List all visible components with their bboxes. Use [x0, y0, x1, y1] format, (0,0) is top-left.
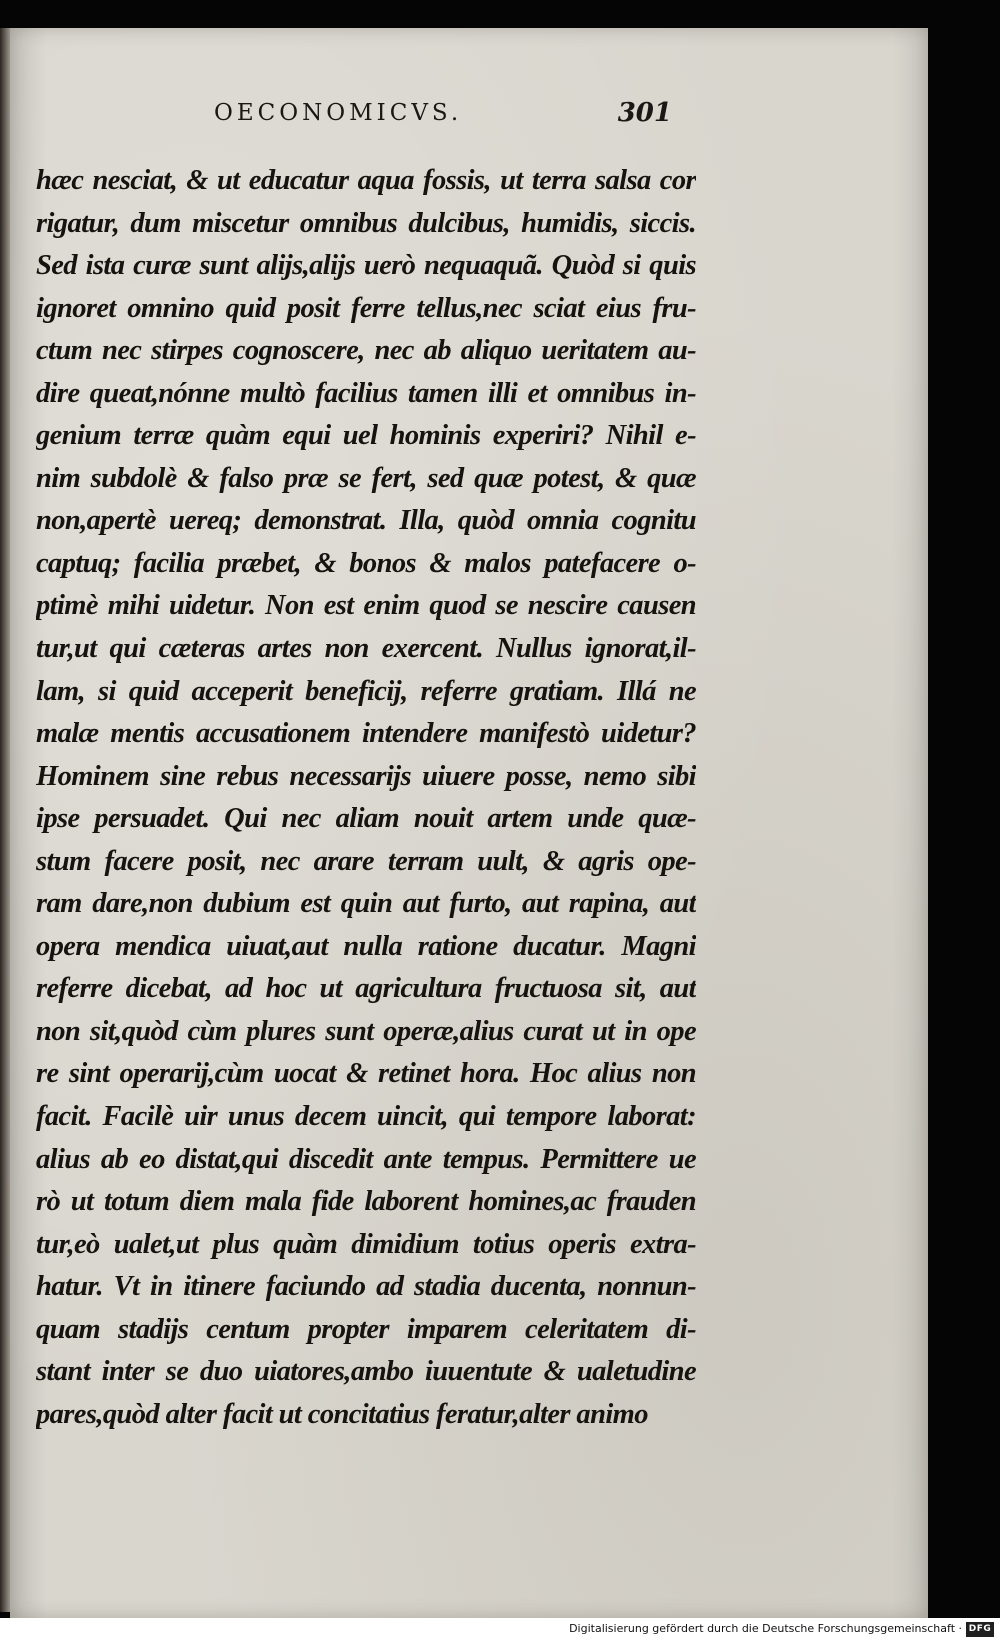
text-line: ignoret omnino quid posit ferre tellus,nec sciat eius fru- [36, 292, 696, 324]
text-line: hatur. Vt in itinere faciundo ad stadia ducenta, nonnun- [36, 1271, 696, 1303]
text-line: referre dicebat, ad hoc ut agricultura fructuosa sit, aut [36, 973, 696, 1005]
text-line: nim subdolè & falso præ se fert, sed quæ potest, & quæ [36, 462, 696, 494]
text-line: hæc nesciat, & ut educatur aqua fossis, ut terra salsa cor [36, 165, 696, 196]
text-line: tur,ut qui cæteras artes non exercent. Nullus ignorat,il- [36, 633, 696, 665]
footer-bar [0, 1618, 1000, 1642]
footer-credit: Digitalisierung gefördert durch die Deutsche Forschungsgemeinschaft · [569, 1622, 962, 1635]
text-line: re sint operarij,cùm uocat & retinet hora. Hoc alius non [36, 1058, 696, 1090]
text-line: quam stadijs centum propter imparem celeritatem di- [36, 1313, 696, 1345]
text-line: facit. Facilè uir unus decem uincit, qui tempore laborat: [36, 1101, 696, 1133]
text-line: ipse persuadet. Qui nec aliam nouit artem unde quæ- [36, 803, 696, 835]
text-line: non,apertè uereq; demonstrat. Illa, quòd omnia cognitu [36, 505, 696, 537]
page-number: 301 [617, 98, 672, 128]
text-line: Sed ista curæ sunt alijs,alijs uerò nequaquã. Quòd si quis [36, 250, 696, 282]
running-title: OECONOMICVS. [214, 100, 463, 126]
text-line: non sit,quòd cùm plures sunt operæ,alius curat ut in ope [36, 1015, 696, 1047]
text-line: pares,quòd alter facit ut concitatius feratur,alter animo [36, 1398, 648, 1430]
text-line: dire queat,nónne multò facilius tamen illi et omnibus in- [36, 377, 696, 409]
body-text [36, 160, 696, 1436]
text-line: captuq; facilia præbet, & bonos & malos patefacere o- [36, 547, 696, 579]
text-line: tur,eò ualet,ut plus quàm dimidium totius operis extra- [36, 1228, 696, 1260]
text-line: ram dare,non dubium est quin aut furto, aut rapina, aut [36, 888, 696, 920]
dfg-logo: DFG [966, 1622, 994, 1637]
text-line: stant inter se duo uiatores,ambo iuuentute & ualetudine [36, 1356, 696, 1388]
book-page [10, 28, 928, 1618]
text-line: rò ut totum diem mala fide laborent homines,ac frauden [36, 1186, 696, 1218]
text-line: ctum nec stirpes cognoscere, nec ab aliquo ueritatem au- [36, 335, 696, 367]
text-line: opera mendica uiuat,aut nulla ratione ducatur. Magni [36, 930, 696, 962]
text-line: genium terræ quàm equi uel hominis experiri? Nihil e- [36, 420, 696, 452]
text-line: rigatur, dum miscetur omnibus dulcibus, humidis, siccis. [36, 207, 696, 239]
text-line: lam, si quid acceperit beneficij, referre gratiam. Illá ne [36, 675, 696, 707]
text-line: malæ mentis accusationem intendere manifestò uidetur? [36, 718, 696, 750]
text-line: ptimè mihi uidetur. Non est enim quod se nescire causen [36, 590, 696, 622]
text-line: Hominem sine rebus necessarijs uiuere posse, nemo sibi [36, 760, 696, 792]
text-line: stum facere posit, nec arare terram uult, & agris ope- [36, 845, 696, 877]
running-head [200, 100, 672, 140]
text-line: alius ab eo distat,qui discedit ante tempus. Permittere ue [36, 1143, 696, 1175]
